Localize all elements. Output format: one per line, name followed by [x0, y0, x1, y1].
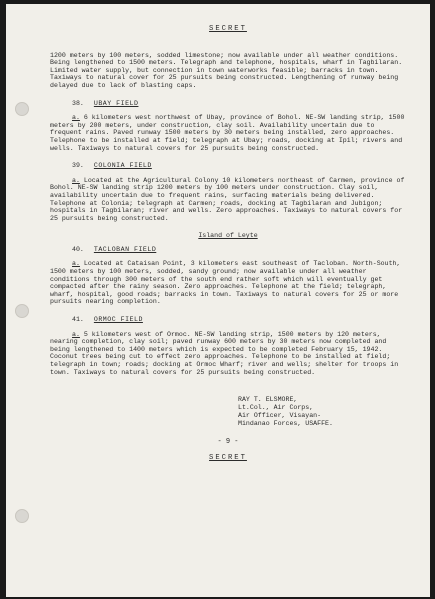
- page-number: - 9 -: [217, 438, 239, 447]
- section-number: 40.: [72, 245, 84, 253]
- section-text: Located at Cataisan Point, 3 kilometers east southeast of Tacloban. North-South, 1500 meters by 100 meters, sodded, sandy ground; now available under all weather conditions through 300 meters of the south end rather soft which will eventually get compacted after the rainy season. Zero approaches. Telephone at the field; telegraph, wharf, hospital, good roads; barracks in town. Taxiways to natural covers for 25 or more pursuits nearing completion.: [50, 260, 401, 306]
- document-page: [6, 4, 430, 597]
- binder-hole: [15, 509, 29, 523]
- section-paragraph-ormoc: [50, 331, 406, 377]
- section-number: 39.: [72, 162, 84, 170]
- signer-title: Air Officer, Visayan-: [238, 411, 322, 419]
- section-number: 41.: [72, 316, 84, 324]
- section-heading-ormoc: [72, 316, 406, 324]
- signer-command: Mindanao Forces, USAFFE.: [238, 419, 333, 427]
- signer-rank: Lt.Col., Air Corps,: [238, 403, 314, 411]
- section-text: 5 kilometers west of Ormoc. NE-SW landing strip, 1500 meters by 120 meters, nearing completion, clay soil; paved runway 600 meters by 30 meters now completed and being lengthened to 1400 meters which is expected to be completed February 15, 1942. Coconut trees being cut to effect zero approaches. Telephone to be installed at field; telegraph in town; roads; docking at Ormoc Wharf; river and wells; shelter for troops in town. Taxiways to natural covers for 25 pursuits being constructed.: [50, 330, 399, 376]
- subparagraph-marker: a.: [72, 260, 80, 268]
- top-classification-marking: SECRET: [209, 25, 247, 33]
- section-paragraph-colonia: [50, 177, 406, 223]
- section-heading-colonia: [72, 162, 406, 170]
- intro-paragraph: 1200 meters by 100 meters, sodded limestone; now available under all weather conditions. Being lengthened to 1500 meters. Telegraph and telephone, hospitals, wharf in Tagbilaran. Limited water supply, but connection in town waterworks feasible; barracks in town. Taxiways to natural cover for 25 pursuits being constructed. Lengthening of runway being delayed due to lack of blasting caps.: [50, 51, 403, 89]
- section-number: 38.: [72, 99, 84, 107]
- bottom-classification-marking: SECRET: [209, 453, 247, 462]
- section-text: Located at the Agricultural Colony 10 kilometers northeast of Carmen, province of Bohol. NE-SW landing strip 1200 meters by 100 meters under construction. Clay soil, availability uncertain due to frequent rains, surfacing materials being delivered. Telephone at Colonia; telegraph at Carmen; roads, docking at Tagbilaran and Jubigon; hospitals in Tagbilaran; river and wells. Zero approaches. Taxiways to natural covers for 25 pursuits being constructed.: [50, 176, 405, 222]
- island-heading: Island of Leyte: [198, 232, 258, 240]
- binder-hole: [15, 304, 29, 318]
- binder-hole: [15, 102, 29, 116]
- section-title: ORMOC FIELD: [93, 316, 143, 324]
- subparagraph-marker: a.: [72, 114, 80, 122]
- signature-block: [238, 396, 406, 427]
- section-text: 6 kilometers west northwest of Ubay, province of Bohol. NE-SW landing strip, 1500 meters by 200 meters, under construction, clay soil. Availability uncertain due to frequent rains. Paved runway 1500 meters by 30 meters being installed, zero approaches. Telephone to be installed at field; telegraph at Ubay; roads, docking at Ipil; rivers and wells. Taxiways to natural covers for 25 pursuits being constructed.: [50, 114, 405, 152]
- signer-name: RAY T. ELSMORE,: [238, 396, 298, 404]
- section-title: UBAY FIELD: [93, 99, 139, 107]
- section-heading-ubay: [72, 100, 406, 108]
- subparagraph-marker: a.: [72, 330, 80, 338]
- section-paragraph-ubay: [50, 114, 406, 152]
- subparagraph-marker: a.: [72, 176, 80, 184]
- section-title: COLONIA FIELD: [93, 162, 152, 170]
- section-paragraph-tacloban: [50, 260, 406, 306]
- section-heading-tacloban: [72, 246, 406, 254]
- section-title: TACLOBAN FIELD: [93, 245, 157, 253]
